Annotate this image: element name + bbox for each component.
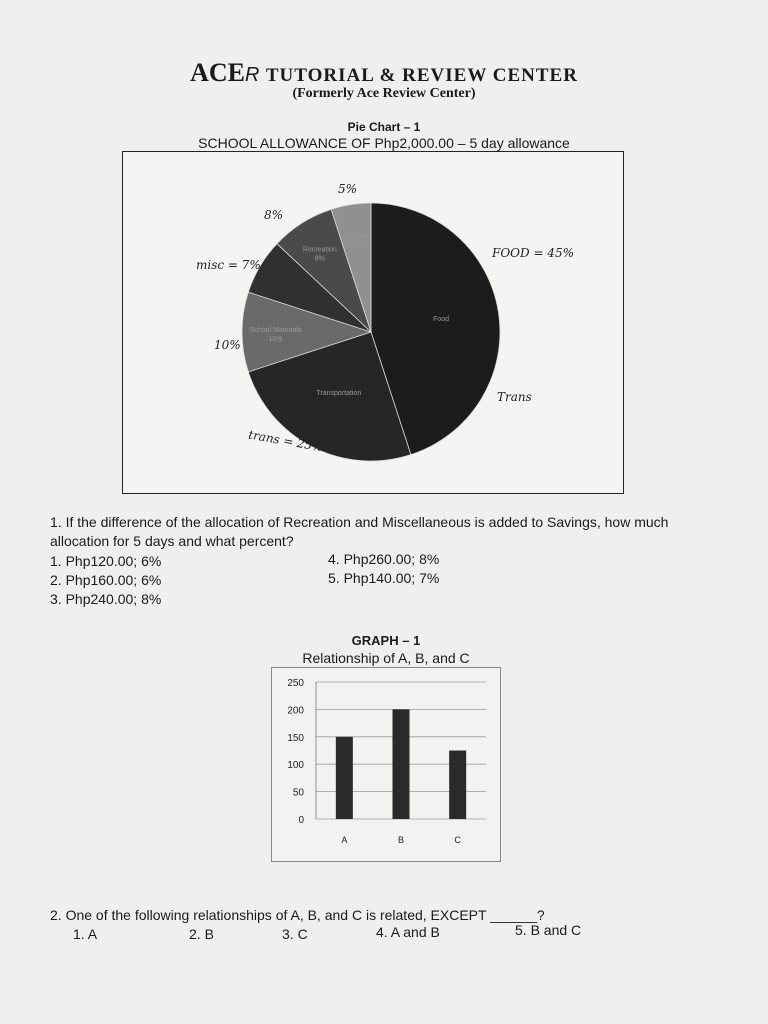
handwritten-school-materials: 10% [214, 338, 241, 352]
bar-c [449, 751, 466, 820]
question-2-text-body: 2. One of the following relationships of A, B, and C is related, EXCEPT [50, 907, 487, 923]
q2-option-2: 2. B [189, 926, 214, 942]
q1-option-3: 3. Php240.00; 8% [50, 591, 162, 607]
pie-chart-frame [122, 151, 624, 494]
bar-y-tick-label: 150 [287, 732, 304, 744]
q1-option-2: 2. Php160.00; 6% [50, 572, 162, 588]
center-header [0, 58, 768, 88]
bar-x-tick-label: A [341, 835, 348, 845]
pie-slice-label-recreation: Recreation 8% [302, 246, 337, 263]
q1-option-1: 1. Php120.00; 6% [50, 553, 162, 569]
pie-slice-label-savings: Savings 5% [343, 232, 369, 249]
bar-chart [272, 668, 500, 861]
q2-option-3: 3. C [282, 926, 308, 942]
handwritten-trans-bottom: trans = 25% [247, 427, 325, 455]
q2-option-1: 1. A [73, 926, 98, 942]
handwritten-savings: 5% [338, 182, 358, 196]
ace-logo-r: R [244, 64, 261, 86]
bar-chart-title: Relationship of A, B, and C [302, 650, 470, 666]
header-subtitle: (Formerly Ace Review Center) [292, 86, 476, 101]
q2-option-4: 4. A and B [376, 924, 440, 940]
pie-slice-label-food: Food [433, 315, 450, 323]
q1-option-4: 4. Php260.00; 8% [328, 551, 440, 567]
pie-chart-label: Pie Chart – 1 [347, 120, 421, 134]
bar-y-tick-label: 200 [287, 705, 304, 717]
pie-chart [123, 152, 622, 492]
q1-option-5: 5. Php140.00; 7% [328, 570, 440, 586]
bar-chart-label: GRAPH – 1 [351, 633, 421, 648]
handwritten-trans-right: Trans [497, 390, 532, 404]
bar-a [336, 737, 353, 819]
handwritten-food: FOOD = 45% [492, 246, 574, 260]
bar-x-tick-label: C [454, 835, 461, 845]
handwritten-misc: misc = 7% [196, 258, 261, 272]
pie-slice-label-transportation: Transportation [316, 390, 362, 398]
bar-y-tick-label: 50 [292, 787, 304, 799]
bar-y-tick-label: 100 [287, 760, 304, 772]
bar-b [393, 709, 410, 819]
header-title: TUTORIAL & REVIEW CENTER [265, 65, 578, 86]
question-2-blank: ______? [490, 907, 545, 923]
question-2-text [50, 906, 545, 925]
ace-logo: ACE [190, 58, 245, 87]
pie-chart-title: SCHOOL ALLOWANCE OF Php2,000.00 – 5 day allowance [198, 135, 570, 151]
q2-option-5: 5. B and C [515, 922, 582, 938]
bar-x-tick-label: B [397, 835, 405, 845]
bar-chart-frame [271, 667, 501, 862]
bar-y-tick-label: 250 [287, 678, 304, 689]
question-1-text: 1. If the difference of the allocation of Recreation and Miscellaneous is added to Savings, how much allocation for 5 days and what percent? [50, 514, 669, 549]
bar-y-tick-label: 0 [298, 815, 304, 826]
pie-slice-label-school-materials: School Materials 10% [249, 327, 302, 343]
handwritten-recreation: 8% [264, 208, 284, 222]
